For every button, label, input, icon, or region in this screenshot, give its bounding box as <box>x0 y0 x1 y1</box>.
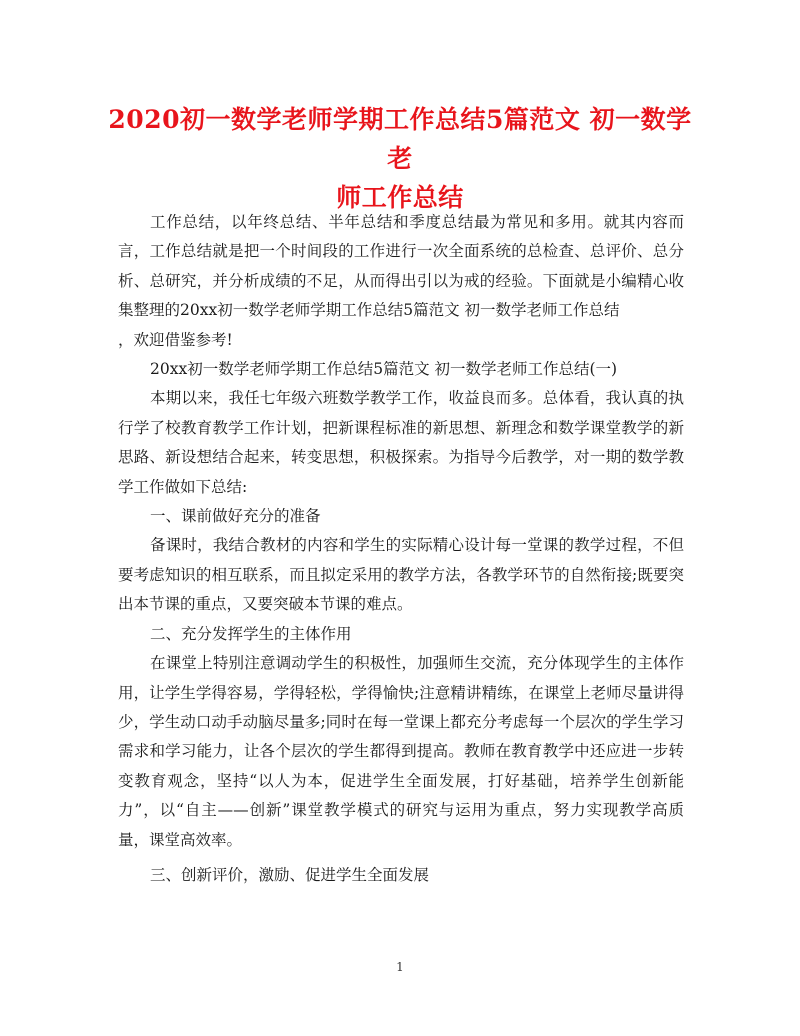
intro-paragraph: 工作总结，以年终总结、半年总结和季度总结最为常见和多用。就其内容而言，工作总结就是把一个时间段的工作进行一次全面系统的总检查、总评价、总分析、总研究，并分析成绩的不足，从而得出引以为戒的经验。下面就是小编精心收集整理的20xx初一数学老师学期工作总结5篇范文 初一数学老师工作总结 <box>118 213 684 320</box>
section-title: 20xx初一数学老师学期工作总结5篇范文 初一数学老师工作总结(一) <box>150 360 618 379</box>
student-role-paragraph: 在课堂上特别注意调动学生的积极性，加强师生交流，充分体现学生的主体作用，让学生学得容易，学得轻松，学得愉快;注意精讲精练，在课堂上老师尽量讲得少，学生动口动手动脑尽量多;同时在每一堂课上都充分考虑每一个层次的学生学习需求和学习能力，让各个层次的学生都得到提高。教师在教育教学中还应进一步转变教育观念，坚持“以人为本，促进学生全面发展，打好基础，培养学生创新能力”，以“自主——创新”课堂教学模式的研究与运用为重点，努力实现教学高质量，课堂高效率。 <box>118 654 684 849</box>
document-title <box>100 100 700 217</box>
heading-evaluation: 三、创新评价，激励、促进学生全面发展 <box>150 865 430 884</box>
title-line-2: 师工作总结 <box>336 183 464 212</box>
page-number: 1 <box>396 960 404 974</box>
preparation-paragraph: 备课时，我结合教材的内容和学生的实际精心设计每一堂课的教学过程，不但要考虑知识的相互联系，而且拟定采用的教学方法，各教学环节的自然衔接;既要突出本节课的重点，又要突破本节课的难点。 <box>118 536 684 614</box>
heading-preparation: 一、课前做好充分的准备 <box>150 507 321 526</box>
heading-student-role: 二、充分发挥学生的主体作用 <box>150 624 352 643</box>
title-line-1: 2020初一数学老师学期工作总结5篇范文 初一数学老 <box>108 105 692 173</box>
overview-paragraph: 本期以来，我任七年级六班数学教学工作，收益良而多。总体看，我认真的执行学了校教育教学工作计划，把新课程标准的新思想、新理念和数学课堂教学的新思路、新设想结合起来，转变思想，积极探索。为指导今后教学，对一期的数学教学工作做如下总结: <box>118 389 684 496</box>
intro-closing: ，欢迎借鉴参考! <box>118 330 233 349</box>
document-body <box>118 208 684 890</box>
